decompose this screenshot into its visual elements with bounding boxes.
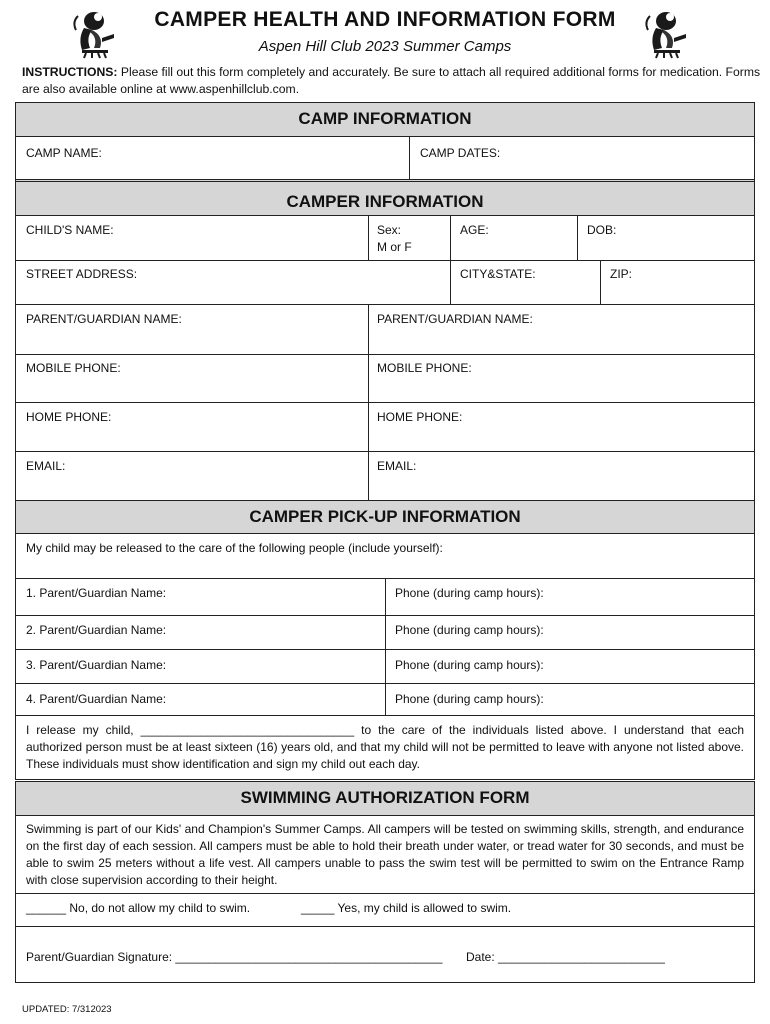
camp-dates-field[interactable]: CAMP DATES:	[420, 146, 501, 160]
date-field[interactable]: Date: _________________________	[466, 950, 665, 964]
home-phone-field-1[interactable]: HOME PHONE:	[26, 410, 112, 424]
section-camper-pickup-information	[16, 500, 754, 534]
childs-name-field[interactable]: CHILD'S NAME:	[26, 223, 114, 237]
updated-note: UPDATED: 7/312023	[22, 1004, 112, 1015]
age-field[interactable]: AGE:	[460, 223, 489, 237]
pickup-phone-field-3[interactable]: Phone (during camp hours):	[395, 658, 544, 672]
form-box	[15, 102, 755, 780]
pickup-intro: My child may be released to the care of the following people (include yourself):	[26, 541, 443, 555]
mobile-phone-field-2[interactable]: MOBILE PHONE:	[377, 361, 472, 375]
sex-options: M or F	[377, 240, 412, 254]
pickup-name-field-4[interactable]: 4. Parent/Guardian Name:	[26, 692, 167, 706]
section-camp-information	[16, 103, 754, 137]
pickup-name-field-2[interactable]: 2. Parent/Guardian Name:	[26, 623, 167, 637]
signature-field[interactable]: Parent/Guardian Signature: ________________________________________	[26, 950, 443, 964]
instructions-label: INSTRUCTIONS:	[22, 65, 118, 79]
camp-name-field[interactable]: CAMP NAME:	[26, 146, 102, 160]
section-heading: CAMPER PICK-UP INFORMATION	[249, 507, 521, 526]
instructions	[22, 64, 762, 98]
pickup-name-field-1[interactable]: 1. Parent/Guardian Name:	[26, 586, 167, 600]
section-heading: CAMPER INFORMATION	[286, 192, 484, 211]
swim-option-no[interactable]: ______ No, do not allow my child to swim.	[26, 901, 251, 915]
pickup-phone-field-4[interactable]: Phone (during camp hours):	[395, 692, 544, 706]
zip-field[interactable]: ZIP:	[610, 267, 633, 281]
swimming-statement: Swimming is part of our Kids' and Champion's Summer Camps. All campers will be tested on swimming skills, strength, and endurance on the first day of each session. All campers must be able to hold their breath under water, or tread water for 30 seconds, and must be able to swim 25 meters without a life vest. All campers unable to pass the swim test will be permitted to swim on the Entrance Ramp with close supervision according to their height.	[26, 822, 744, 887]
section-swimming-authorization	[16, 782, 754, 816]
city-state-field[interactable]: CITY&STATE:	[460, 267, 536, 281]
email-field-2[interactable]: EMAIL:	[377, 459, 417, 473]
sex-field[interactable]: Sex:	[377, 223, 402, 237]
home-phone-field-2[interactable]: HOME PHONE:	[377, 410, 463, 424]
parent-guardian-name-field-2[interactable]: PARENT/GUARDIAN NAME:	[377, 312, 533, 326]
mobile-phone-field-1[interactable]: MOBILE PHONE:	[26, 361, 121, 375]
pickup-phone-field-1[interactable]: Phone (during camp hours):	[395, 586, 544, 600]
section-heading: SWIMMING AUTHORIZATION FORM	[240, 788, 530, 807]
parent-guardian-name-field-1[interactable]: PARENT/GUARDIAN NAME:	[26, 312, 182, 326]
pickup-phone-field-2[interactable]: Phone (during camp hours):	[395, 623, 544, 637]
release-statement: I release my child, ________________________________ to the care of the individuals listed above. I understand that each authorized person must be at least sixteen (16) years old, and that my child will not be permitted to leave with anyone not listed above. These individuals must show identification and sign my child out each day.	[26, 723, 744, 771]
street-address-field[interactable]: STREET ADDRESS:	[26, 267, 138, 281]
instructions-text: Please fill out this form completely and accurately. Be sure to attach all required additional forms for medication. Forms are also available online at www.aspenhillclub.com.	[22, 65, 761, 96]
pickup-name-field-3[interactable]: 3. Parent/Guardian Name:	[26, 658, 167, 672]
section-heading: CAMP INFORMATION	[298, 109, 472, 128]
form-title: CAMPER HEALTH AND INFORMATION FORM	[154, 8, 616, 31]
form-subtitle: Aspen Hill Club 2023 Summer Camps	[258, 38, 512, 55]
dob-field[interactable]: DOB:	[587, 223, 617, 237]
section-camper-information	[16, 179, 754, 216]
swimming-box	[15, 781, 755, 983]
swim-option-yes[interactable]: _____ Yes, my child is allowed to swim.	[301, 901, 512, 915]
email-field-1[interactable]: EMAIL:	[26, 459, 66, 473]
